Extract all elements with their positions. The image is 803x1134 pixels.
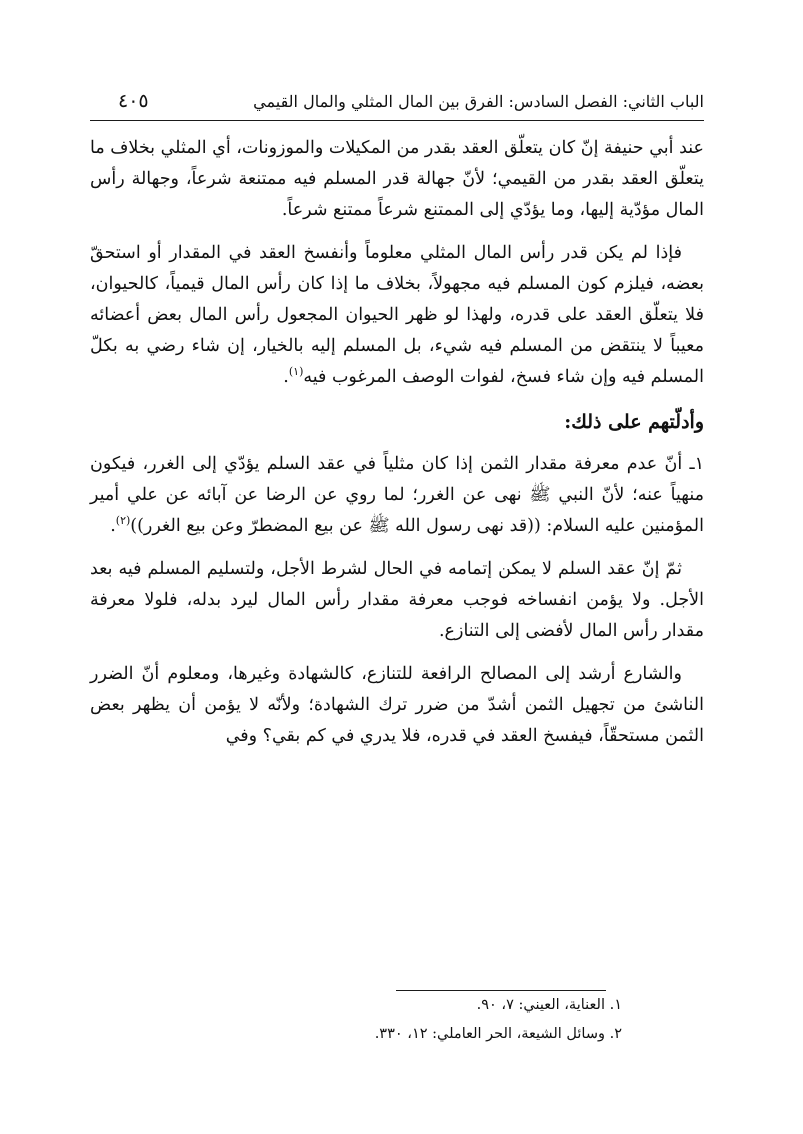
paragraph-2-tail: . bbox=[283, 367, 289, 387]
footnote-2: ٢. وسائل الشيعة، الحر العاملي: ١٢، ٣٣٠. bbox=[374, 1026, 622, 1042]
header-title: الباب الثاني: الفصل السادس: الفرق بين المال المثلي والمال القيمي bbox=[253, 92, 704, 111]
footnotes bbox=[90, 990, 704, 1049]
paragraph-3-tail: . bbox=[110, 516, 116, 536]
paragraph-2-text: فإذا لم يكن قدر رأس المال المثلي معلوماً وأنفسخ العقد في المقدار أو استحقّ بعضه، فيلزم كون المسلم فيه مجهولاً، بخلاف ما إذا كان رأس المال قيمياً، كالحيوان، فلا يتعلّق العقد على قدره، ولهذا لو ظهر الحيوان المجعول رأس المال بعض أعضائه معيباً لا ينتقض من المسلم فيه شيء، بل المسلم إليه بالخيار، إن شاء رضي به بكلّ المسلم فيه وإن شاء فسخ، لفوات الوصف المرغوب فيه bbox=[90, 243, 704, 387]
page-body bbox=[90, 84, 704, 764]
paragraph-1: عند أبي حنيفة إنّ كان يتعلّق العقد بقدر من المكيلات والموزونات، أي المثلي بخلاف ما يتعلّق العقد بقدر من القيمي؛ لأنّ جهالة قدر المسلم فيه ممتنعة شرعاً، وجهالة رأس المال مؤدّية إليها، وما يؤدّي إلى الممتنع شرعاً ممتنع شرعاً. bbox=[90, 138, 704, 220]
footnote-1: ١. العناية، العيني: ٧، ٩٠. bbox=[476, 997, 622, 1013]
footnote-ref-1: (١) bbox=[288, 365, 304, 379]
section-heading: وأدلّتهم على ذلك: bbox=[564, 411, 704, 433]
main-text bbox=[90, 133, 704, 752]
paragraph-5: والشارع أرشد إلى المصالح الرافعة للتنازع، كالشهادة وغيرها، ومعلوم أنّ الضرر الناشئ من تجهيل الثمن أشدّ من ضرر ترك الشهادة؛ ولأنّه لا يؤمن أن يظهر بعض الثمن مستحقّاً، فيفسخ العقد في قدره، فلا يدري في كم بقي؟ وفي bbox=[90, 664, 704, 746]
page-number: ٤٠٥ bbox=[118, 90, 149, 112]
paragraph-3-text: ١ـ أنّ عدم معرفة مقدار الثمن إذا كان مثلياً في عقد السلم يؤدّي إلى الغرر، فيكون منهياً عنه؛ لأنّ النبي ﷺ نهى عن الغرر؛ لما روي عن الرضا عن آبائه عن علي أمير المؤمنين عليه السلام: ((قد نهى رسول الله ﷺ عن بيع المضطرّ وعن بيع الغرر)) bbox=[90, 454, 704, 536]
paragraph-2 bbox=[90, 238, 704, 393]
paragraph-4: ثمّ إنّ عقد السلم لا يمكن إتمامه في الحال لشرط الأجل، ولتسليم المسلم فيه بعد الأجل. ولا يؤمن انفساخه فوجب معرفة مقدار رأس المال ليرد بدله، فلولا معرفة مقدار رأس المال لأفضى إلى التنازع. bbox=[90, 559, 704, 641]
paragraph-3 bbox=[90, 449, 704, 542]
running-header bbox=[90, 84, 704, 121]
footnote-ref-2: (٢) bbox=[115, 514, 131, 528]
